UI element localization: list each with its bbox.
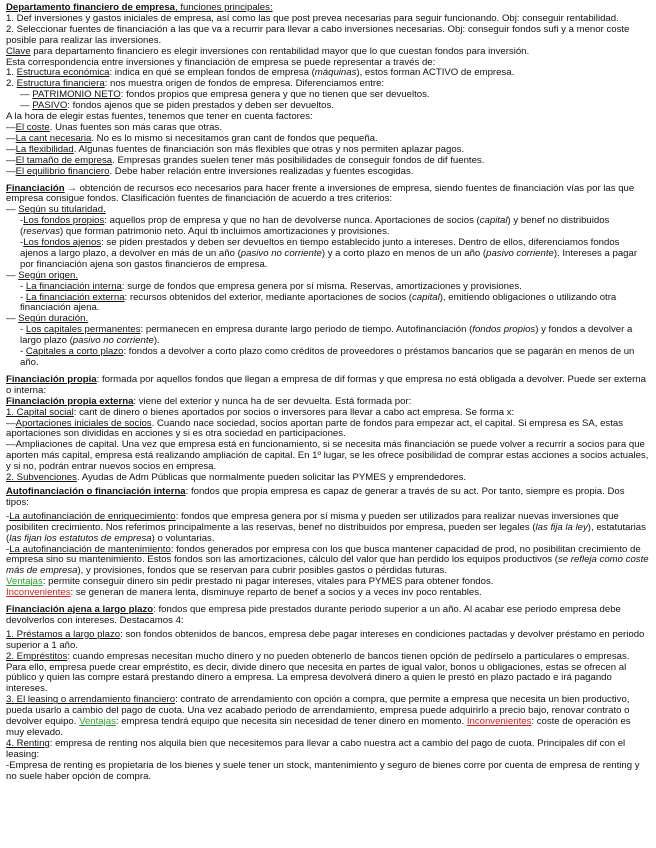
financiacion-ajena-paragraph: Financiación ajena a largo plazo: fondos que empresa pide prestados durante periodo superior a un año. Al acabar ese periodo empresa debe devolverlos con intereses. Destacamos 4:	[6, 604, 621, 626]
leasing-inconvenientes-label: Inconvenientes	[466, 716, 532, 728]
function-1: 1. Def inversiones y gastos iniciales de empresa, así como las que post prevea necesarias para seguir funcionando. Obj: conseguir rentabilidad.	[6, 12, 619, 24]
autofinanciacion-enriquecimiento-item: -La autofinanciación de enriquecimiento: fondos que empresa genera por sí misma y pueden ser utilizados para realizar nuevas inversiones que posibiliten crecimiento. Nos referimos principalmente a las reservas, benef no distribuidos por empresa, pueden ser legales (las fija la ley), estatutarias (las fijan los estatutos de empresa) o voluntarias.	[6, 510, 646, 544]
renting-item: 4. Renting: empresa de renting nos alquila bien que necesitemos para llevar a cabo nuestra act a cambio del pago de cuota. Principales dif con el leasing:	[6, 737, 626, 760]
duracion-heading: — Según duración.	[6, 313, 89, 325]
capitales-permanentes-item: - Los capitales permanentes: permanecen en empresa durante largo periodo de tiempo. Autofinanciación (fondos propios) y fondos a devolver a largo plazo (pasivo no corriente).	[20, 324, 633, 347]
fondos-ajenos-item: -Los fondos ajenos: se piden prestados y deben ser devueltos en tiempo establecido junto a intereses. Dentro de ellos, diferenciamos fondos ajenos a largo plazo, a devolver en más de un año (pasivo no corriente) y a corto plazo en menos de un año (pasivo corriente). Intereses a pagar por financiación ajena son gastos financieros de empresa.	[20, 237, 638, 270]
factor-tamano: —El tamaño de empresa. Empresas grandes suelen tener más posibilidades de conseguir fondos de dif fuentes.	[6, 154, 485, 166]
subvenciones-item: 2. Subvenciones. Ayudas de Adm Públicas que normalmente pueden solicitar las PYMES y emprendedores.	[6, 472, 467, 484]
correspondencia-paragraph: Esta correspondencia entre inversiones y financiación de empresa se puede representar a través de:	[6, 56, 436, 68]
factor-coste: —El coste. Unas fuentes son más caras que otras.	[6, 121, 222, 133]
leasing-item: 3. El leasing o arrendamiento financiero: contrato de arrendamiento con opción a compra, que permite a empresa que necesita un bien productivo, pueda usarlo a cambio del pago de cuota. Una vez acabado periodo de arrendamiento, empresa puede adquirirlo a precio bajo, renovar contrato o devolver equipo. Ventajas: empresa tendrá equipo que necesita sin necesidad de tener dinero en momento. Inconvenientes: coste de operación es muy elevado.	[6, 694, 631, 738]
capital-social-item: 1. Capital social: cant de dinero o bienes aportados por socios o inversores para llevar a cabo act empresa. Se forma x:	[6, 406, 515, 418]
patrimonio-neto-item: — PATRIMONIO NETO: fondos propios que empresa genera y que no tienen que ser devueltos.	[20, 89, 430, 101]
emprestitos-item: 2. Empréstitos: cuando empresas necesitan mucho dinero y no pueden obtenerlo de bancos tienen opción de pedírselo a particulares o empresas. Para ello, empresa puede crear empréstito, es decir, divide dinero que necesita en partes de igual valor, bonos u obligaciones, estas se ofrecen al público y quien las compre estará prestando dinero a empresa. La empresa devolverá dinero a quien le prestó en plazo pactado e irá pagando intereses.	[6, 650, 630, 695]
leasing-ventajas-label: Ventajas	[79, 716, 116, 728]
estructura-financiera: 2. Estructura financiera: nos muestra origen de fondos de empresa. Diferenciamos entre:	[6, 78, 385, 90]
factor-flexibilidad: —La flexibilidad. Algunas fuentes de financiación son más flexibles que otras y nos permiten aplazar pagos.	[6, 143, 465, 155]
factor-cantidad: —La cant necesaria. No es lo mismo si necesitamos gran cant de fondos que pequeña.	[6, 132, 378, 144]
factores-intro: A la hora de elegir estas fuentes, tenemos que tener en cuenta factores:	[6, 111, 313, 123]
inconvenientes-line: Inconvenientes: se generan de manera lenta, disminuye reparto de benef a socios y a veces inv poco rentables.	[6, 587, 482, 599]
financiacion-definition: Financiación → obtención de recursos eco necesarios para hacer frente a inversiones de empresa, siendo fuentes de financiación vías por las que empresa consigue fondos. Clasificación fuentes de financiación de acuerdo a tres criterios:	[6, 182, 635, 205]
clave-paragraph: Clave para departamento financiero es elegir inversiones con rentabilidad mayor que lo que cuestan fondos para inversión.	[6, 45, 530, 57]
prestamos-item: 1. Préstamos a largo plazo: son fondos obtenidos de bancos, empresa debe pagar intereses en condiciones pactadas y devolver préstamo en periodo superior a 1 año.	[6, 628, 645, 651]
ventajas-line: Ventajas: permite conseguir dinero sin pedir prestado ni pagar intereses, vitales para PYMES para obtener fondos.	[6, 576, 494, 588]
inconvenientes-label: Inconvenientes	[6, 587, 71, 599]
renting-difference: -Empresa de renting es propietaria de los bienes y suele tener un stock, mantenimiento y seguro de bienes corre por cuenta de empresa de renting y no suele haber opción de compra.	[6, 759, 640, 782]
ventajas-label: Ventajas	[6, 576, 43, 588]
estructura-economica: 1. Estructura económica: indica en qué se emplean fondos de empresa (máquinas), estos forman ACTIVO de empresa.	[6, 67, 515, 79]
financiacion-externa-item: - La financiación externa: recursos obtenidos del exterior, mediante aportaciones de socios (capital), emitiendo obligaciones o utilizando otra financiación ajena.	[20, 291, 617, 314]
section-title-departamento: Departamento financiero de empresa, funciones principales:	[6, 2, 273, 13]
capitales-corto-plazo-item: - Capitales a corto plazo: fondos a devolver a corto plazo como créditos de proveedores o préstamos bancarios que se pagarán en menos de un año.	[20, 346, 635, 368]
function-2: 2. Seleccionar fuentes de financiación a las que va a recurrir para llevar a cabo inversiones necesarias. Obj: conseguir fondos sufi y a menor coste posible para realizar las inversiones.	[6, 23, 630, 46]
autofinanciacion-paragraph: Autofinanciación o financiación interna: fondos que propia empresa es capaz de generar a través de su act. Por tanto, siempre es propia. Dos tipos:	[6, 485, 625, 508]
ampliaciones-item: —Ampliaciones de capital. Una vez que empresa está en funcionamiento, si se necesita más financiación se puede volver a recurrir a socios para que aporten más capital, empresa está realizando ampliación de capital. En 1º lugar, se les ofrece posibilidad de comprar estas acciones a socios actuales, y si no, podrán entrar nuevos socios en empresa.	[6, 439, 649, 473]
factor-equilibrio: —El equilibrio financiero. Debe haber relación entre inversiones realizadas y fuentes escogidas.	[6, 165, 414, 177]
origen-heading: — Según origen.	[6, 269, 79, 281]
autofinanciacion-mantenimiento-item: -La autofinanciación de mantenimiento: fondos generados por empresa con los que busca mantener capacidad de prod, no posibilitan crecimiento de empresa sino su mantenimiento. Estos fondos son las amortizaciones, cálculo del valor que han perdido los equipos productivos (se refleja como coste más de empresa), y provisiones, fondos que se reservan para cubrir posibles gastos o pérdidas futuras.	[6, 543, 649, 577]
fondos-propios-item: -Los fondos propios: aquellos prop de empresa y que no han de devolverse nunca. Aportaciones de socios (capital) y benef no distribuidos (reservas) que forman patrimonio neto. Aquí tb incluimos amortizaciones y provisiones.	[20, 215, 610, 238]
titularidad-heading: — Según su titularidad.	[6, 204, 106, 216]
pasivo-item: — PASIVO: fondos ajenos que se piden prestados y deben ser devueltos.	[20, 100, 334, 112]
aportaciones-item: —Aportaciones iniciales de socios. Cuando nace sociedad, socios aportan parte de fondos para empezar act, el capital. Si empresa es SA, estas aportaciones son divididas en acciones y si es otra sociedad en participaciones.	[6, 417, 624, 440]
financiacion-propia-paragraph: Financiación propia: formada por aquellos fondos que llegan a empresa de dif formas y que empresa no está obligada a devolver. Puede ser externa o interna:	[6, 373, 646, 396]
financiacion-propia-externa-paragraph: Financiación propia externa: viene del exterior y nunca ha de ser devuelta. Está formada por:	[6, 395, 412, 407]
financiacion-interna-item: - La financiación interna: surge de fondos que empresa genera por sí misma. Reservas, amortizaciones y provisiones.	[20, 280, 522, 292]
